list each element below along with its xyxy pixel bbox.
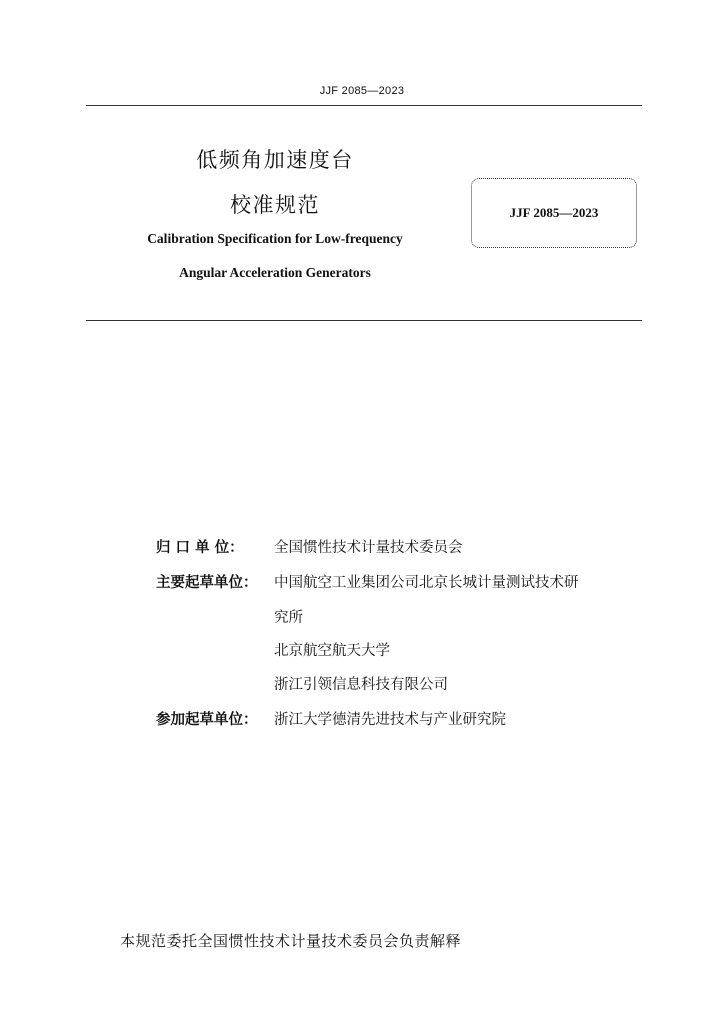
main-drafting-value-2: 究所 — [274, 610, 303, 626]
main-drafting-value-4: 浙江引领信息科技有限公司 — [274, 677, 448, 693]
top-divider — [86, 105, 642, 106]
title-en-line1: Calibration Specification for Low-frequency — [147, 231, 403, 246]
header-standard-code: JJF 2085—2023 — [319, 85, 405, 97]
main-drafting-value-3: 北京航空航天大学 — [274, 643, 390, 659]
title-zh-line2: 校准规范 — [230, 193, 320, 217]
main-drafting-value-1: 中国航空工业集团公司北京长城计量测试技术研 — [274, 575, 579, 591]
participating-unit-label: 参加起草单位： — [156, 712, 258, 728]
standard-code-box-text: JJF 2085—2023 — [509, 205, 599, 220]
responsible-unit-label: 归 口 单 位： — [156, 540, 244, 556]
title-zh-line1: 低频角加速度台 — [196, 148, 354, 172]
bottom-divider — [86, 320, 642, 321]
main-drafting-label: 主要起草单位： — [156, 575, 258, 591]
participating-unit-value: 浙江大学德清先进技术与产业研究院 — [274, 712, 506, 728]
standard-code-box — [471, 178, 637, 248]
footer-interpretation-note: 本规范委托全国惯性技术计量技术委员会负责解释 — [120, 932, 462, 950]
responsible-unit-value: 全国惯性技术计量技术委员会 — [274, 540, 463, 556]
title-en-line2: Angular Acceleration Generators — [179, 265, 371, 280]
